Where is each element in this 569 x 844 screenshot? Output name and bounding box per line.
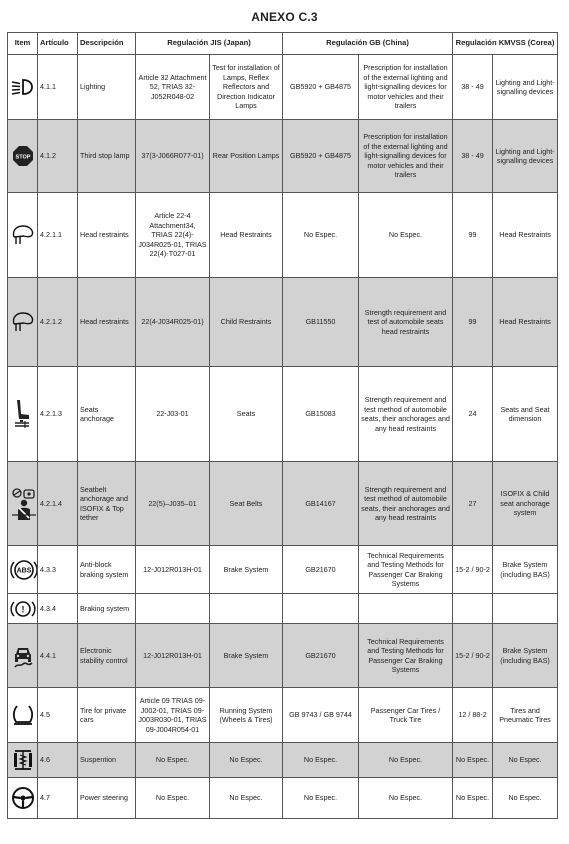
gb-ref-cell — [283, 594, 359, 624]
header-item: Item — [8, 33, 38, 55]
header-jis: Regulación JIS (Japan) — [136, 33, 283, 55]
head-restraint-icon — [10, 310, 36, 334]
descripcion-cell: Head restraints — [78, 278, 136, 367]
table-row — [8, 624, 558, 688]
headlight-icon — [10, 77, 36, 97]
kmvss-desc-cell: Tires and Pneumatic Tires — [493, 688, 558, 743]
jis-desc-cell: Running System (Wheels & Tires) — [210, 688, 283, 743]
regulations-table — [7, 32, 558, 819]
kmvss-desc-cell: Head Restraints — [493, 193, 558, 278]
jis-ref-cell: No Espec. — [136, 743, 210, 778]
item-cell — [8, 278, 38, 367]
jis-ref-cell: 12-J012R013H-01 — [136, 624, 210, 688]
kmvss-ref-cell: 24 — [453, 367, 493, 462]
table-row — [8, 743, 558, 778]
item-cell — [8, 55, 38, 120]
jis-ref-cell: No Espec. — [136, 778, 210, 819]
gb-desc-cell: Technical Requirements and Testing Methods for Passenger Car Braking Systems — [359, 624, 453, 688]
jis-desc-cell: Seat Belts — [210, 462, 283, 546]
gb-ref-cell: No Espec. — [283, 743, 359, 778]
kmvss-ref-cell: 99 — [453, 193, 493, 278]
jis-desc-cell: No Espec. — [210, 778, 283, 819]
articulo-cell: 4.2.1.4 — [38, 462, 78, 546]
item-cell — [8, 462, 38, 546]
descripcion-cell: Power steering — [78, 778, 136, 819]
gb-ref-cell: No Espec. — [283, 778, 359, 819]
descripcion-cell: Seats anchorage — [78, 367, 136, 462]
gb-ref-cell: GB5920 + GB4875 — [283, 55, 359, 120]
gb-ref-cell: GB21670 — [283, 624, 359, 688]
descripcion-cell: Head restraints — [78, 193, 136, 278]
head-restraint-icon — [10, 223, 36, 247]
jis-desc-cell: Brake System — [210, 624, 283, 688]
descripcion-cell: Tire for private cars — [78, 688, 136, 743]
kmvss-ref-cell: 15-2 / 90-2 — [453, 624, 493, 688]
gb-desc-cell: Prescription for installation of the external lighting and light-signalling devices for motor vehicles and their trailers — [359, 55, 453, 120]
descripcion-cell: Seatbelt anchorage and ISOFIX & Top tether — [78, 462, 136, 546]
kmvss-desc-cell: Brake System (including BAS) — [493, 624, 558, 688]
articulo-cell: 4.1.1 — [38, 55, 78, 120]
kmvss-desc-cell: Lighting and Light-signalling devices — [493, 55, 558, 120]
jis-desc-cell: Rear Position Lamps — [210, 120, 283, 193]
stop-lamp-icon — [12, 145, 34, 167]
jis-desc-cell — [210, 594, 283, 624]
kmvss-ref-cell: 38 - 49 — [453, 120, 493, 193]
item-cell — [8, 778, 38, 819]
header-gb: Regulación GB (China) — [283, 33, 453, 55]
kmvss-desc-cell: ISOFIX & Child seat anchorage system — [493, 462, 558, 546]
gb-desc-cell: No Espec. — [359, 778, 453, 819]
kmvss-ref-cell: 27 — [453, 462, 493, 546]
stability-control-icon — [10, 643, 36, 669]
gb-desc-cell: No Espec. — [359, 743, 453, 778]
table-row — [8, 462, 558, 546]
gb-ref-cell: No Espec. — [283, 193, 359, 278]
kmvss-ref-cell: No Espec. — [453, 743, 493, 778]
kmvss-ref-cell: 12 / 88-2 — [453, 688, 493, 743]
table-row — [8, 688, 558, 743]
item-cell — [8, 367, 38, 462]
jis-ref-cell: 22-J03-01 — [136, 367, 210, 462]
gb-desc-cell: Strength requirement and test method of automobile seats, their anchorages and any head restraints — [359, 367, 453, 462]
descripcion-cell: Braking system — [78, 594, 136, 624]
gb-desc-cell — [359, 594, 453, 624]
abs-icon — [10, 557, 38, 583]
gb-ref-cell: GB15083 — [283, 367, 359, 462]
articulo-cell: 4.3.3 — [38, 546, 78, 594]
gb-desc-cell: No Espec. — [359, 193, 453, 278]
kmvss-desc-cell: Brake System (including BAS) — [493, 546, 558, 594]
kmvss-ref-cell — [453, 594, 493, 624]
kmvss-desc-cell: Head Restraints — [493, 278, 558, 367]
table-row — [8, 120, 558, 193]
kmvss-ref-cell: 15-2 / 90-2 — [453, 546, 493, 594]
articulo-cell: 4.2.1.1 — [38, 193, 78, 278]
descripcion-cell: Anti-block braking system — [78, 546, 136, 594]
item-cell — [8, 594, 38, 624]
tire-pressure-icon — [10, 703, 36, 727]
jis-ref-cell — [136, 594, 210, 624]
table-row — [8, 193, 558, 278]
articulo-cell: 4.2.1.2 — [38, 278, 78, 367]
item-cell — [8, 624, 38, 688]
item-cell — [8, 120, 38, 193]
table-row — [8, 546, 558, 594]
jis-desc-cell: Brake System — [210, 546, 283, 594]
table-row — [8, 778, 558, 819]
table-row — [8, 594, 558, 624]
articulo-cell: 4.6 — [38, 743, 78, 778]
jis-ref-cell: Article 09 TRIAS 09-J002-01, TRIAS 09-J003R030-01, TRIAS 09-J004R054-01 — [136, 688, 210, 743]
jis-ref-cell: 37(3-J066R077-01) — [136, 120, 210, 193]
item-cell — [8, 193, 38, 278]
table-header-row — [8, 33, 558, 55]
seat-anchorage-icon — [11, 398, 35, 430]
kmvss-ref-cell: 38 - 49 — [453, 55, 493, 120]
jis-ref-cell: Article 22-4 Attachment34, TRIAS 22(4)-J034R025-01, TRIAS 22(4)-T027-01 — [136, 193, 210, 278]
jis-desc-cell: No Espec. — [210, 743, 283, 778]
steering-wheel-icon — [11, 786, 35, 810]
articulo-cell: 4.5 — [38, 688, 78, 743]
gb-desc-cell: Strength requirement and test of automobile seats head restraints — [359, 278, 453, 367]
item-cell — [8, 546, 38, 594]
kmvss-desc-cell: No Espec. — [493, 778, 558, 819]
gb-ref-cell: GB21670 — [283, 546, 359, 594]
kmvss-desc-cell: Seats and Seat dimension — [493, 367, 558, 462]
gb-ref-cell: GB11550 — [283, 278, 359, 367]
page-title: ANEXO C.3 — [251, 10, 318, 24]
kmvss-desc-cell — [493, 594, 558, 624]
gb-desc-cell: Technical Requirements and Testing Methods for Passenger Car Braking Systems — [359, 546, 453, 594]
descripcion-cell: Electronic stability control — [78, 624, 136, 688]
articulo-cell: 4.1.2 — [38, 120, 78, 193]
jis-ref-cell: 22(4-J034R025-01) — [136, 278, 210, 367]
item-cell — [8, 743, 38, 778]
gb-ref-cell: GB14167 — [283, 462, 359, 546]
gb-desc-cell: Passenger Car Tires / Truck Tire — [359, 688, 453, 743]
jis-desc-cell: Head Restraints — [210, 193, 283, 278]
gb-ref-cell: GB5920 + GB4875 — [283, 120, 359, 193]
gb-desc-cell: Strength requirement and test method of automobile seats, their anchorages and any head restraints — [359, 462, 453, 546]
table-row — [8, 278, 558, 367]
table-row — [8, 55, 558, 120]
header-articulo: Artículo — [38, 33, 78, 55]
jis-ref-cell: 12-J012R013H-01 — [136, 546, 210, 594]
descripcion-cell: Lighting — [78, 55, 136, 120]
header-descripcion: Descripción — [78, 33, 136, 55]
abs-label: ABS — [16, 567, 32, 574]
table-row — [8, 367, 558, 462]
descripcion-cell: Suspention — [78, 743, 136, 778]
jis-desc-cell: Child Restraints — [210, 278, 283, 367]
articulo-cell: 4.4.1 — [38, 624, 78, 688]
stop-lamp-label: STOP — [15, 154, 30, 161]
articulo-cell: 4.7 — [38, 778, 78, 819]
jis-desc-cell: Test for installation of Lamps, Reflex Reflectors and Direction Indicator Lamps — [210, 55, 283, 120]
jis-ref-cell: Article 32 Attachment 52, TRIAS 32-J052R048-02 — [136, 55, 210, 120]
gb-ref-cell: GB 9743 / GB 9744 — [283, 688, 359, 743]
item-cell — [8, 688, 38, 743]
brake-warning-label: ! — [21, 604, 25, 614]
articulo-cell: 4.2.1.3 — [38, 367, 78, 462]
descripcion-cell: Third stop lamp — [78, 120, 136, 193]
kmvss-ref-cell: No Espec. — [453, 778, 493, 819]
seatbelt-isofix-icon — [10, 487, 38, 521]
articulo-cell: 4.3.4 — [38, 594, 78, 624]
jis-ref-cell: 22(5)–J035–01 — [136, 462, 210, 546]
brake-warning-icon — [10, 598, 36, 620]
kmvss-ref-cell: 99 — [453, 278, 493, 367]
kmvss-desc-cell: No Espec. — [493, 743, 558, 778]
header-kmvss: Regulación KMVSS (Corea) — [453, 33, 558, 55]
gb-desc-cell: Prescription for installation of the external lighting and light-signalling devices for motor vehicles and their trailers — [359, 120, 453, 193]
suspension-icon — [12, 748, 34, 772]
kmvss-desc-cell: Lighting and Light-signalling devices — [493, 120, 558, 193]
jis-desc-cell: Seats — [210, 367, 283, 462]
